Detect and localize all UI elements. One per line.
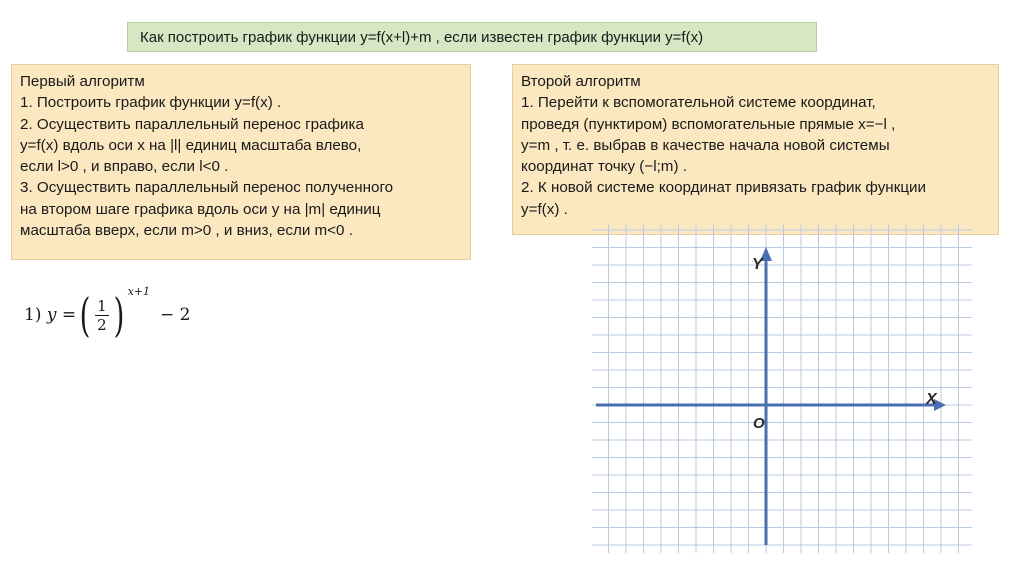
coordinate-grid [592, 225, 972, 553]
right-paren: ) [113, 288, 124, 342]
left-paren: ( [79, 288, 91, 342]
second-algorithm-box [512, 64, 999, 235]
algorithm2-line: 1. Перейти к вспомогательной системе координат, [521, 94, 876, 112]
algorithm2-line: проведя (пунктиром) вспомогательные прямые x=−l , [521, 115, 896, 133]
x-axis-label: X [926, 391, 937, 408]
algorithm1-line: 3. Осуществить параллельный перенос полученного [20, 179, 394, 197]
example-formula [24, 285, 190, 345]
algorithm1-line: 1. Построить график функции y=f(x) . [20, 94, 282, 112]
formula-exponent: x+1 [127, 285, 150, 298]
algorithm2-line: y=m , т. е. выбрав в качестве начала новой системы [521, 136, 890, 154]
formula-equals: = [61, 305, 77, 325]
algorithm2-line: y=f(x) . [521, 200, 568, 218]
algorithm2-line: 2. К новой системе координат привязать график функции [521, 179, 927, 197]
slide-title: Как построить график функции y=f(x+l)+m , если известен график функции y=f(x) [127, 22, 817, 52]
algorithm1-line: Первый алгоритм [20, 73, 145, 90]
first-algorithm-box [11, 64, 471, 260]
y-axis-label: Y [752, 256, 763, 273]
origin-label: O [753, 415, 765, 432]
grid-lines [592, 225, 972, 553]
algorithm1-line: 2. Осуществить параллельный перенос графика [20, 115, 364, 133]
algorithm2-line: Второй алгоритм [521, 73, 641, 90]
fraction [95, 297, 109, 334]
algorithm1-line: масштаба вверх, если m>0 , и вниз, если m<0 . [20, 222, 353, 240]
fraction-numerator: 1 [97, 296, 107, 315]
algorithm1-line: если l>0 , и вправо, если l<0 . [20, 158, 229, 176]
algorithm1-line: y=f(x) вдоль оси x на |l| единиц масштаба влево, [20, 136, 362, 154]
formula-prefix: 1) [24, 305, 42, 325]
algorithm2-line: координат точку (−l;m) . [521, 158, 687, 176]
fraction-denominator: 2 [97, 315, 107, 334]
algorithm1-line: на втором шаге графика вдоль оси y на |m| единиц [20, 200, 381, 218]
formula-variable: y [46, 305, 57, 325]
formula-suffix: − 2 [160, 305, 191, 325]
